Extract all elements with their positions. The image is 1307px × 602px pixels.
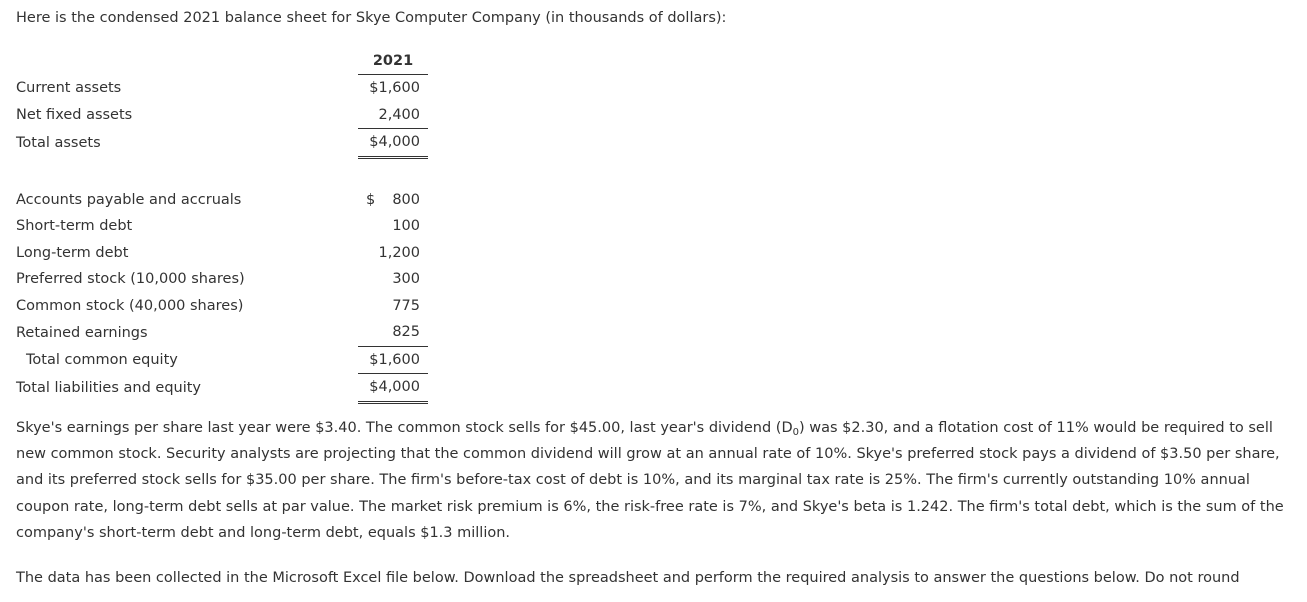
row-label: Retained earnings — [16, 324, 148, 341]
row-label: Current assets — [16, 80, 122, 96]
problem-paragraph — [16, 415, 1291, 546]
row-value: 100 — [392, 218, 420, 235]
row-label: Short-term debt — [16, 218, 133, 235]
table-row — [8, 75, 428, 102]
row-label: Accounts payable and accruals — [16, 191, 242, 208]
table-row — [8, 346, 428, 374]
row-label: Net fixed assets — [16, 107, 133, 123]
table-row — [8, 213, 428, 240]
instructions-paragraph: The data has been collected in the Microsoft Excel file below. Download the spreadsheet and perform the required analysis to answer the questions below. Do not round — [16, 570, 1240, 586]
table-row — [8, 102, 428, 129]
row-value: $4,000 — [358, 129, 428, 158]
paragraph-text-b: ) was $2.30, and a flotation cost of 11% would be required to sell new common stock. Security analysts are projecting that the common dividend will grow at an annual rate of 10%. Skye's preferred stock pays a dividend of $3.50 per share, and its preferred stock sells for $35.00 per share. The firm's before-tax cost of debt is 10%, and its marginal tax rate is 25%. The firm's currently outstanding 10% annual coupon rate, long-term debt sells at par value. The market risk premium is 6%, the risk-free rate is 7%, and Skye's beta is 1.242. The firm's total debt, which is the sum of the company's short-term debt and long-term debt, equals $1.3 million. — [16, 420, 1284, 541]
paragraph-text-a: Skye's earnings per share last year were $3.40. The common stock sells for $45.00, last year's dividend (D — [16, 420, 793, 436]
subscript: 0 — [792, 427, 799, 438]
value-text: 800 — [392, 191, 420, 208]
row-value: $1,600 — [358, 346, 428, 374]
table-row — [8, 266, 428, 293]
row-value: $1,600 — [369, 80, 420, 97]
year-header: 2021 — [358, 48, 428, 75]
row-label: Common stock (40,000 shares) — [16, 297, 244, 314]
table-row — [8, 319, 428, 346]
dollar-sign: $ — [366, 191, 376, 208]
balance-sheet-table — [8, 48, 428, 404]
row-value: 1,200 — [378, 244, 420, 261]
table-row — [8, 187, 428, 214]
intro-text: Here is the condensed 2021 balance sheet for Skye Computer Company (in thousands of dollars): — [16, 10, 727, 26]
row-label: Total liabilities and equity — [16, 379, 202, 396]
row-value: $4,000 — [358, 374, 428, 403]
row-value: 300 — [392, 271, 420, 288]
table-row — [8, 374, 428, 403]
table-row — [8, 240, 428, 267]
row-value: 775 — [392, 297, 420, 314]
row-value: 2,400 — [358, 102, 428, 129]
table-header-row — [8, 48, 428, 75]
row-value: 825 — [358, 319, 428, 346]
row-label: Long-term debt — [16, 244, 129, 261]
row-label: Total assets — [16, 134, 101, 151]
row-label: Total common equity — [26, 351, 178, 368]
row-label: Preferred stock (10,000 shares) — [16, 271, 245, 288]
table-row — [8, 129, 428, 158]
row-value — [358, 187, 428, 214]
table-row — [8, 293, 428, 320]
spacer-row — [8, 157, 428, 187]
